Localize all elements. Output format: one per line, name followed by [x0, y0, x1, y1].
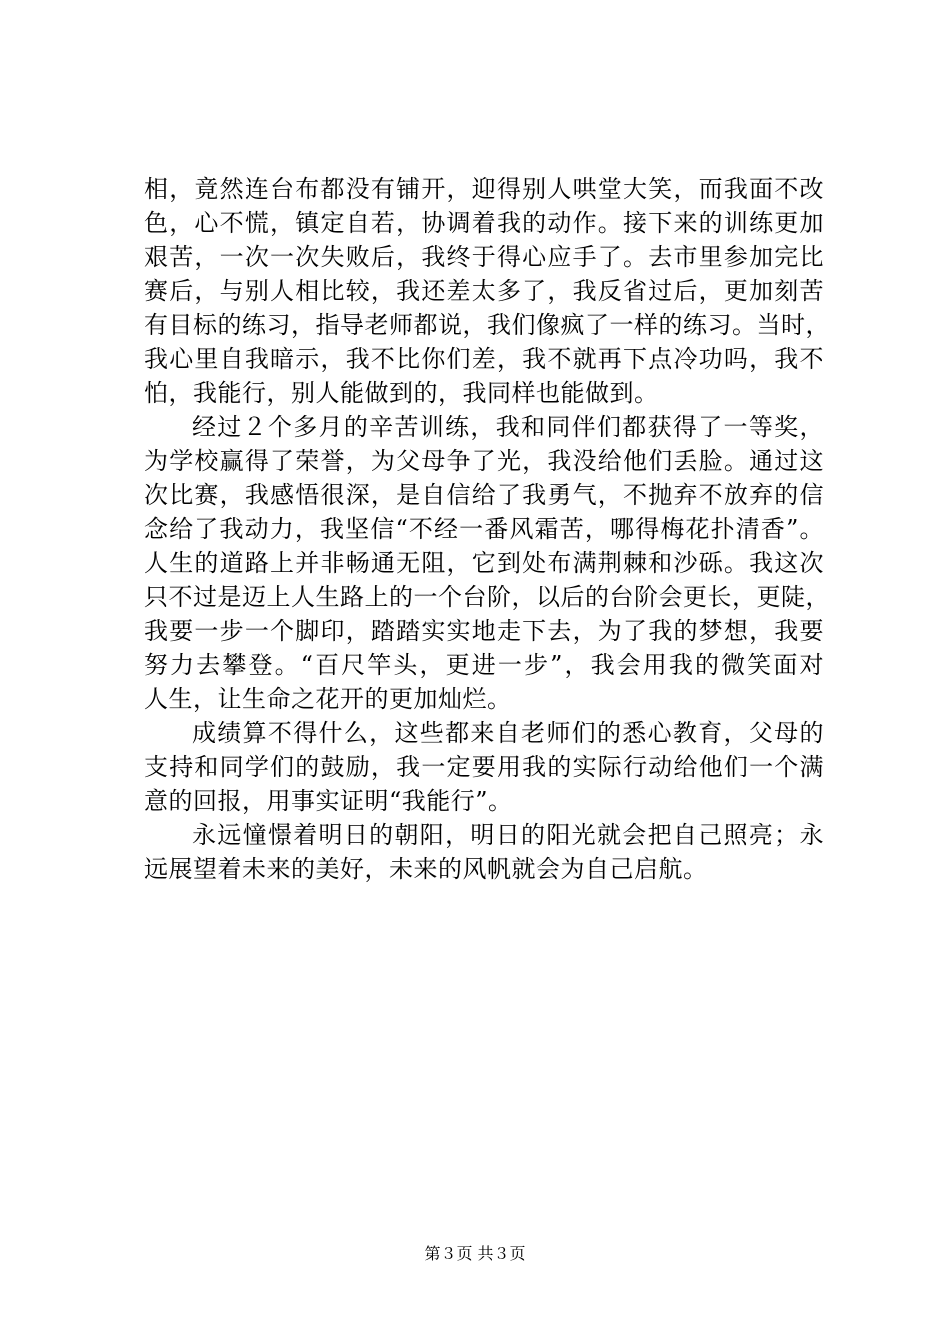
paragraph-4-line-1: 永远憧憬着明日的朝阳，明日的阳光就会把自己照亮；永	[192, 821, 824, 849]
paragraph-2-line-3: 次比赛，我感悟很深，是自信给了我勇气，不抛弃不放弃的信	[144, 481, 824, 509]
paragraph-2-line-6: 只不过是迈上人生路上的一个台阶，以后的台阶会更长，更陡，	[144, 583, 830, 611]
paragraph-2-line-8: 努力去攀登。“百尺竿头，更进一步”，我会用我的微笑面对	[144, 651, 824, 679]
paragraph-2-line-1: 经过２个多月的辛苦训练，我和同伴们都获得了一等奖，	[192, 413, 824, 441]
page-footer: 第３页 共３页	[424, 1244, 526, 1263]
paragraph-1-line-5: 有目标的练习，指导老师都说，我们像疯了一样的练习。当时，	[144, 311, 830, 339]
paragraph-1-line-3: 艰苦，一次一次失败后，我终于得心应手了。去市里参加完比	[144, 243, 824, 271]
document-body	[144, 172, 830, 886]
paragraph-3-line-2: 支持和同学们的鼓励，我一定要用我的实际行动给他们一个满	[144, 753, 824, 781]
paragraph-2-line-5: 人生的道路上并非畅通无阻，它到处布满荆棘和沙砾。我这次	[144, 549, 824, 577]
paragraph-1-line-4: 赛后，与别人相比较，我还差太多了，我反省过后，更加刻苦	[144, 277, 824, 305]
paragraph-2-line-9: 人生，让生命之花开的更加灿烂。	[144, 685, 512, 713]
paragraph-2-line-7: 我要一步一个脚印，踏踏实实地走下去，为了我的梦想，我要	[144, 617, 824, 645]
paragraph-1-line-7: 怕，我能行，别人能做到的，我同样也能做到。	[144, 379, 659, 407]
paragraph-2-line-4: 念给了我动力，我坚信“不经一番风霜苦，哪得梅花扑清香”。	[144, 515, 824, 543]
paragraph-3-line-1: 成绩算不得什么，这些都来自老师们的悉心教育，父母的	[192, 719, 824, 747]
paragraph-3-line-3: 意的回报，用事实证明“我能行”。	[144, 787, 513, 815]
paragraph-1-line-1: 相，竟然连台布都没有铺开，迎得别人哄堂大笑，而我面不改	[144, 175, 824, 203]
paragraph-2-line-2: 为学校赢得了荣誉，为父母争了光，我没给他们丢脸。通过这	[144, 447, 824, 475]
paragraph-1-line-6: 我心里自我暗示，我不比你们差，我不就再下点冷功吗，我不	[144, 345, 824, 373]
paragraph-4-line-2: 远展望着未来的美好，未来的风帆就会为自己启航。	[144, 855, 708, 883]
paragraph-1-line-2: 色，心不慌，镇定自若，协调着我的动作。接下来的训练更加	[144, 209, 824, 237]
